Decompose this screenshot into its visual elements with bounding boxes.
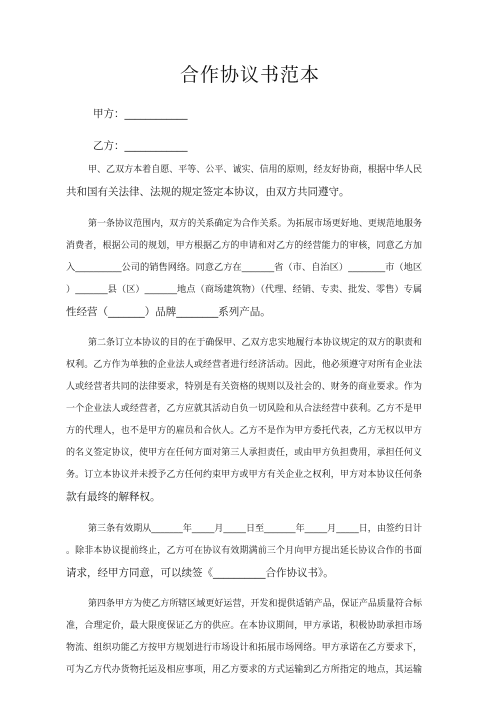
paragraph-line: 甲、乙双方本着自愿、平等、公平、诚实、信用的原则，经友好协商，根据中华人民 <box>88 165 422 175</box>
paragraph-line: 务。订立本协议并未授予乙方任何约束甲方或甲方有关企业之权利，甲方对本协议任何条 <box>66 470 422 480</box>
paragraph-line: 一个企业法人或经营者，乙方应就其活动自负一切风险和从合法经营中获利。乙方不是甲 <box>66 404 422 414</box>
paragraph-line: 款有最终的解释权。 <box>66 491 161 503</box>
paragraph-line: 第二条订立本协议的目的在于确保甲、乙双方忠实地履行本协议规定的双方的职责和 <box>88 338 422 348</box>
paragraph-line: 方的代理人，也不是甲方的雇员和合伙人。乙方不是作为甲方委托代表，乙方无权以甲方 <box>66 426 422 436</box>
paragraph-line: 请求，经甲方同意，可以续签《__________合作协议书》。 <box>66 567 334 579</box>
document-title: 合作协议书范本 <box>179 64 320 86</box>
party-b-field: 乙方：____________ <box>93 140 188 152</box>
paragraph-line: 入__________公司的销售网络。同意乙方在_______省（市、自治区）________市（地区 <box>66 262 423 273</box>
paragraph-line: 权利。乙方作为单独的企业法人或经营者进行经济活动。因此，他必须遵守对所有企业法 <box>66 360 422 370</box>
paragraph-line: 。除非本协议提前终止，乙方可在协议有效期满前三个月向甲方提出延长协议合作的书面 <box>66 546 422 556</box>
party-a-field: 甲方：____________ <box>93 108 188 120</box>
paragraph-line: 人或经营者共同的法律要求，特别是有关资格的规则以及社会的、财务的商业要求。作为 <box>66 382 422 392</box>
paragraph-line: 准，合理定价，最大限度保证乙方的供应。在本协议期间，甲方承诺，积极协助承担市场 <box>66 621 422 631</box>
paragraph-line: 的名义签定协议，使甲方在任何方面对第三人承担责任，或由甲方负担费用，承担任何义 <box>66 448 422 458</box>
paragraph-line: 第三条有效期从_______年_____月_____日至_______年_____月_____日，由签约日计 <box>88 524 422 534</box>
paragraph-line: 共和国有关法律、法规的规定签定本协议，由双方共同遵守。 <box>66 186 350 198</box>
paragraph-line: 消费者，根据公司的规划，甲方根据乙方的申请和对乙方的经营能力的审核，同意乙方加 <box>66 241 422 251</box>
paragraph-line: 物流、组织功能乙方按甲方规划进行市场设计和拓展市场网络。甲方承诺在乙方要求下， <box>66 643 422 653</box>
paragraph-line: 可为乙方代办货物托运及相应事项，用乙方要求的方式运输到乙方所指定的地点，其运输 <box>66 665 422 675</box>
paragraph-line: 性经营（_______）品牌________系列产品。 <box>66 306 271 318</box>
paragraph-line: 第四条甲方为使乙方所辖区域更好运营，开发和提供适销产品，保证产品质量符合标 <box>88 599 422 609</box>
paragraph-line: ）_______县（区）_______地点（商场建筑物）（代理、经销、专卖、批发、零售）专属 <box>66 284 423 295</box>
paragraph-line: 第一条协议范围内，双方的关系确定为合作关系。为拓展市场更好地、更规范地服务 <box>88 219 422 229</box>
